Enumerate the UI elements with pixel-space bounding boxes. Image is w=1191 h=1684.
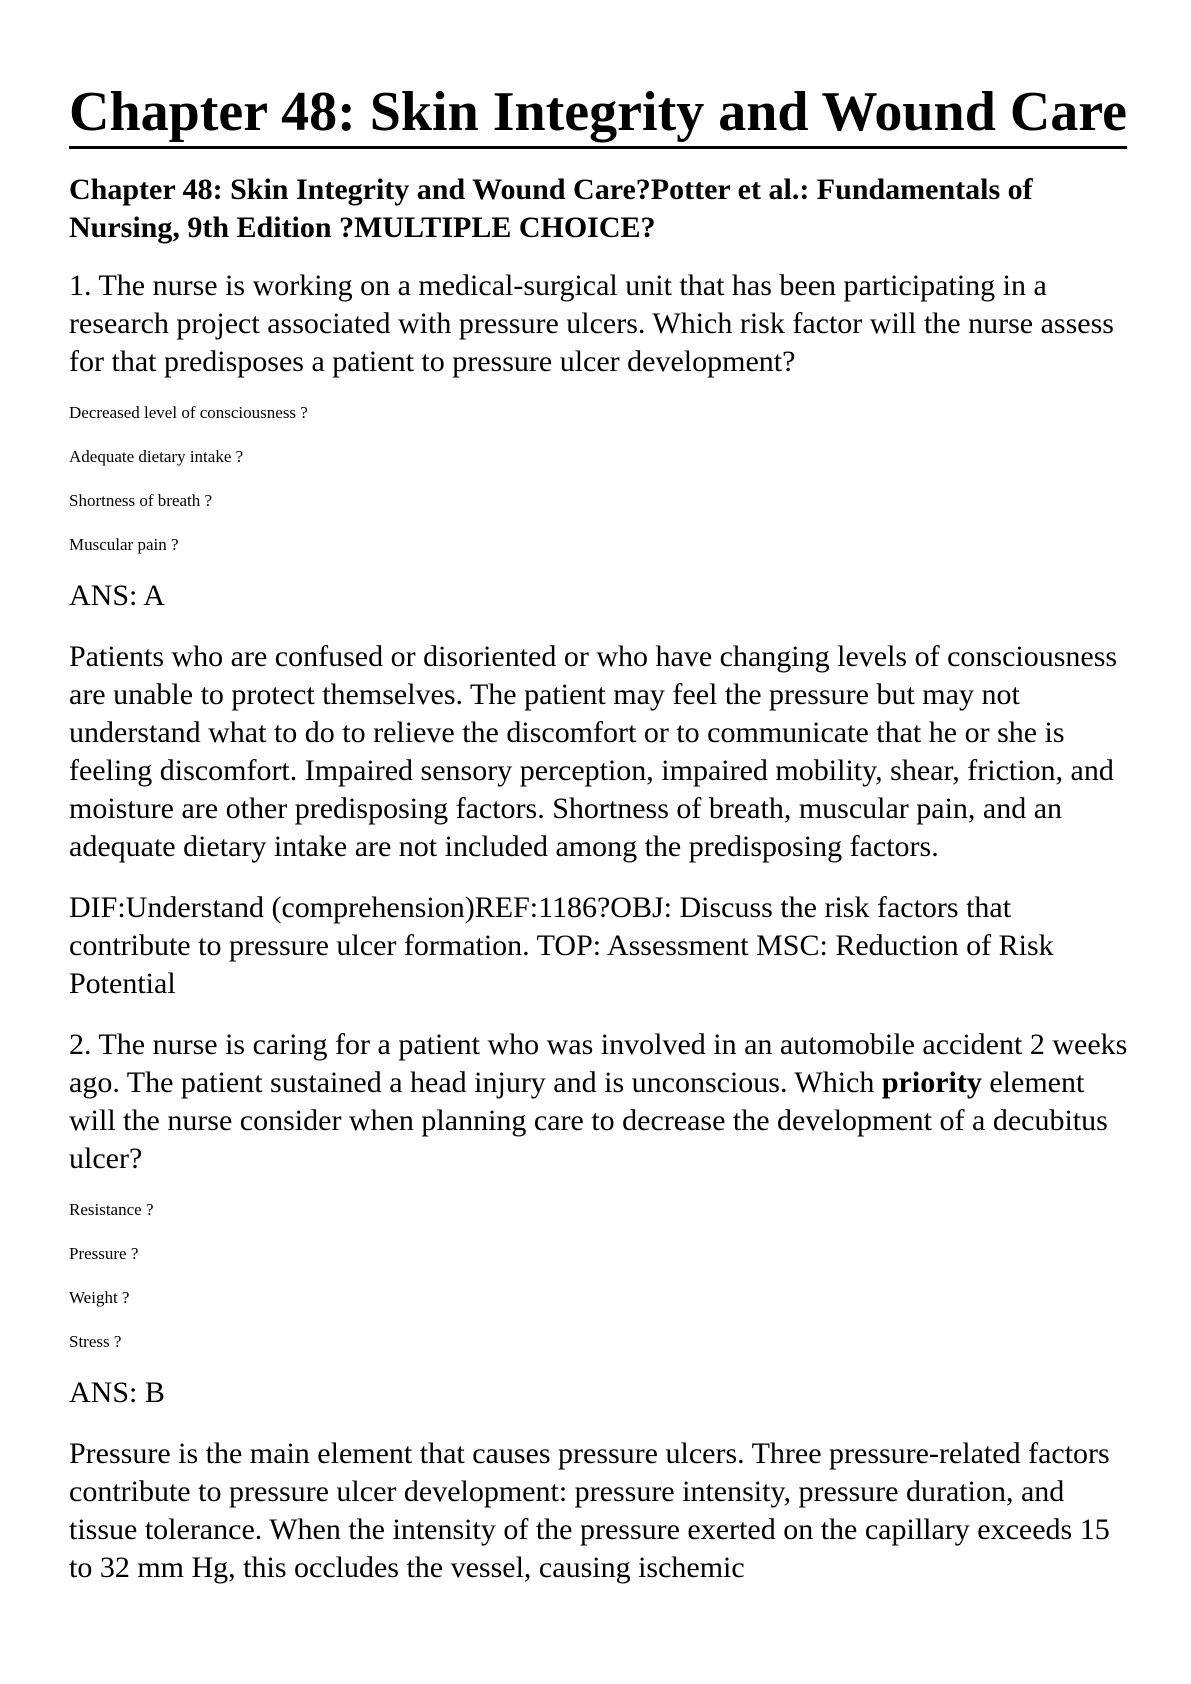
question-1-options — [69, 403, 1129, 555]
question-1-text: 1. The nurse is working on a medical-surgical unit that has been participating in a research project associated with pressure ulcers. Which risk factor will the nurse assess for that predisposes a patient to pressure ulcer development? — [69, 269, 1114, 378]
question-2-option-c: Weight ? — [69, 1288, 130, 1307]
question-1-answer: ANS: A — [69, 579, 165, 612]
question-2-rationale: Pressure is the main element that causes pressure ulcers. Three pressure-related factors contribute to pressure ulcer development: pressure intensity, pressure duration, and tissue tolerance. When the intensity of the pressure exerted on the capillary exceeds 15 to 32 mm Hg, this occludes the vessel, causing ischemic — [69, 1437, 1110, 1584]
question-1-option-a: Decreased level of consciousness ? — [69, 403, 308, 422]
question-1-option-b: Adequate dietary intake ? — [69, 447, 244, 466]
question-1-metadata: DIF:Understand (comprehension)REF:1186?OBJ: Discuss the risk factors that contribute to pressure ulcer formation. TOP: Assessment MSC: Reduction of Risk Potential — [69, 891, 1054, 1000]
question-2-option-b: Pressure ? — [69, 1244, 139, 1263]
question-2-text-start: 2. The nurse is caring for a patient who was involved in an automobile accident 2 weeks ago. The patient sustained a head injury and is unconscious. Which — [69, 1028, 1128, 1099]
question-1-option-c: Shortness of breath ? — [69, 491, 213, 510]
question-2-text-end: element will the nurse consider when planning care to decrease the development of a decubitus ulcer? — [69, 1066, 1108, 1175]
question-1-option-d: Muscular pain ? — [69, 535, 179, 554]
chapter-title: Chapter 48: Skin Integrity and Wound Care — [69, 80, 1127, 149]
question-2-answer: ANS: B — [69, 1376, 165, 1409]
document-page — [69, 80, 1129, 1587]
question-2-option-a: Resistance ? — [69, 1200, 154, 1219]
chapter-subtitle: Chapter 48: Skin Integrity and Wound Care?Potter et al.: Fundamentals of Nursing, 9th Edition ?MULTIPLE CHOICE? — [69, 173, 1033, 244]
question-2-text — [69, 1026, 1129, 1178]
question-1-rationale: Patients who are confused or disoriented or who have changing levels of consciousness are unable to protect themselves. The patient may feel the pressure but may not understand what to do to relieve the discomfort or to communicate that he or she is feeling discomfort. Impaired sensory perception, impaired mobility, shear, friction, and moisture are other predisposing factors. Shortness of breath, muscular pain, and an adequate dietary intake are not included among the predisposing factors. — [69, 640, 1118, 863]
question-2-options — [69, 1200, 1129, 1352]
question-2-option-d: Stress ? — [69, 1332, 122, 1351]
question-2-emphasis: priority — [881, 1066, 982, 1099]
